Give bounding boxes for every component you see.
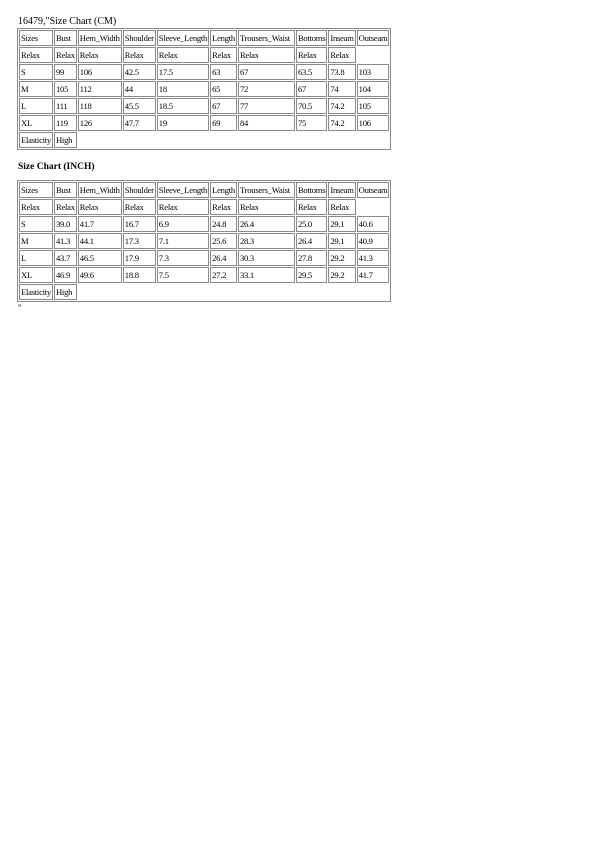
table-header-row: [19, 30, 389, 46]
table-header-cell: Inseam: [328, 182, 355, 198]
table-cell: 46.9: [54, 267, 77, 283]
table-cell: 24.8: [210, 216, 237, 232]
table-empty-cell: [357, 199, 390, 215]
table-header-cell: Sleeve_Length: [157, 182, 209, 198]
table-cell: 49.6: [78, 267, 122, 283]
table-row: [19, 81, 389, 97]
table-empty-cell: [157, 284, 209, 300]
table-cell: 26.4: [296, 233, 327, 249]
table-empty-cell: [78, 284, 122, 300]
table-cell: 7.1: [157, 233, 209, 249]
table-row: [19, 267, 389, 283]
table-row: [19, 132, 389, 148]
table-header-cell: Inseam: [328, 30, 355, 46]
table-cell: 72: [238, 81, 295, 97]
table-cell: 16.7: [123, 216, 156, 232]
table-cell: 65: [210, 81, 237, 97]
table-cell: 47.7: [123, 115, 156, 131]
table-header-cell: Shoulder: [123, 182, 156, 198]
table-cell: 70.5: [296, 98, 327, 114]
table-header-cell: Outseam: [357, 30, 390, 46]
table-cell: 6.9: [157, 216, 209, 232]
table-cell: 104: [357, 81, 390, 97]
table-cell: Relax: [123, 47, 156, 63]
inch-section-heading: Size Chart (INCH): [18, 162, 95, 172]
table-row: [19, 98, 389, 114]
table-cell: 29.5: [296, 267, 327, 283]
document-title: 16479,"Size Chart (CM): [18, 16, 117, 27]
table-cell: Relax: [238, 47, 295, 63]
table-cell: 27.8: [296, 250, 327, 266]
table-header-cell: Sleeve_Length: [157, 30, 209, 46]
table-cell: 105: [54, 81, 77, 97]
table-cell: Relax: [296, 199, 327, 215]
table-cell: 19: [157, 115, 209, 131]
table-row: [19, 115, 389, 131]
table-cell: 119: [54, 115, 77, 131]
table-row: [19, 47, 389, 63]
table-row: [19, 284, 389, 300]
table-cell: 42.5: [123, 64, 156, 80]
table-cell: 18.5: [157, 98, 209, 114]
table-empty-cell: [328, 132, 355, 148]
table-cell: Relax: [123, 199, 156, 215]
table-cell: Relax: [238, 199, 295, 215]
table-empty-cell: [238, 284, 295, 300]
document-page: [18, 15, 588, 313]
table-cell: 74: [328, 81, 355, 97]
table-cell: 77: [238, 98, 295, 114]
table-row: [19, 64, 389, 80]
table-row: [19, 199, 389, 215]
table-cell: Relax: [54, 199, 77, 215]
table-cell: Relax: [328, 47, 355, 63]
table-cell: 30.3: [238, 250, 295, 266]
table-cell: 29.1: [328, 233, 355, 249]
table-cell: High: [54, 132, 77, 148]
table-header-cell: Sizes: [19, 30, 53, 46]
trailing-quote: ": [18, 303, 22, 313]
table-empty-cell: [157, 132, 209, 148]
table-cell: 111: [54, 98, 77, 114]
table-header-cell: Length: [210, 182, 237, 198]
table-cell: 41.7: [78, 216, 122, 232]
table-cell: 74.2: [328, 98, 355, 114]
table-cell: 73.8: [328, 64, 355, 80]
table-header-cell: Outseam: [357, 182, 390, 198]
table-cell: 84: [238, 115, 295, 131]
table-cell: 67: [296, 81, 327, 97]
table-cell: 7.5: [157, 267, 209, 283]
table-cell: 44: [123, 81, 156, 97]
table-cell: 27.2: [210, 267, 237, 283]
table-cell: Relax: [157, 199, 209, 215]
table-cell: Relax: [19, 47, 53, 63]
table-header-cell: Hem_Width: [78, 182, 122, 198]
table-empty-cell: [296, 284, 327, 300]
table-cell: 17.3: [123, 233, 156, 249]
table-cell: 29.1: [328, 216, 355, 232]
table-row: [19, 233, 389, 249]
table-cell: Elasticity: [19, 284, 53, 300]
table-cell: 40.9: [357, 233, 390, 249]
table-header-cell: Trousers_Waist: [238, 182, 295, 198]
size-chart-inch-table: [17, 180, 391, 302]
table-empty-cell: [210, 132, 237, 148]
table-cell: 18.8: [123, 267, 156, 283]
table-cell: L: [19, 250, 53, 266]
size-chart-cm-table: [17, 28, 391, 150]
table-cell: Relax: [54, 47, 77, 63]
table-header-cell: Trousers_Waist: [238, 30, 295, 46]
table-cell: S: [19, 64, 53, 80]
table-header-cell: Hem_Width: [78, 30, 122, 46]
table-empty-cell: [296, 132, 327, 148]
table-cell: 103: [357, 64, 390, 80]
table-header-cell: Shoulder: [123, 30, 156, 46]
table-cell: L: [19, 98, 53, 114]
table-header-cell: Sizes: [19, 182, 53, 198]
table-cell: 25.6: [210, 233, 237, 249]
table-cell: Relax: [78, 199, 122, 215]
table-cell: Elasticity: [19, 132, 53, 148]
table-row: [19, 216, 389, 232]
table-cell: Relax: [210, 199, 237, 215]
table-header-row: [19, 182, 389, 198]
table-cell: 40.6: [357, 216, 390, 232]
table-cell: 44.1: [78, 233, 122, 249]
table-header-cell: Bottoms: [296, 182, 327, 198]
table-cell: 7.3: [157, 250, 209, 266]
table-cell: 74.2: [328, 115, 355, 131]
table-empty-cell: [357, 284, 390, 300]
table-cell: 29.2: [328, 267, 355, 283]
table-cell: 75: [296, 115, 327, 131]
table-cell: M: [19, 81, 53, 97]
table-empty-cell: [238, 132, 295, 148]
table-cell: S: [19, 216, 53, 232]
table-header-cell: Bottoms: [296, 30, 327, 46]
table-cell: 43.7: [54, 250, 77, 266]
table-cell: Relax: [210, 47, 237, 63]
table-cell: 106: [78, 64, 122, 80]
table-cell: 63: [210, 64, 237, 80]
table-cell: 41.3: [54, 233, 77, 249]
table-cell: 29.2: [328, 250, 355, 266]
table-cell: 45.5: [123, 98, 156, 114]
table-cell: 118: [78, 98, 122, 114]
table-empty-cell: [357, 132, 390, 148]
table-cell: 18: [157, 81, 209, 97]
table-empty-cell: [123, 132, 156, 148]
table-cell: Relax: [78, 47, 122, 63]
table-cell: 33.1: [238, 267, 295, 283]
table-cell: XL: [19, 267, 53, 283]
table-cell: 39.0: [54, 216, 77, 232]
table-cell: 67: [210, 98, 237, 114]
table-cell: 99: [54, 64, 77, 80]
table-cell: 26.4: [238, 216, 295, 232]
table-cell: 26.4: [210, 250, 237, 266]
table-cell: XL: [19, 115, 53, 131]
table-header-cell: Bust: [54, 182, 77, 198]
table-cell: 25.0: [296, 216, 327, 232]
table-cell: Relax: [157, 47, 209, 63]
table-cell: 17.5: [157, 64, 209, 80]
table-cell: Relax: [296, 47, 327, 63]
table-row: [19, 250, 389, 266]
table-cell: 41.7: [357, 267, 390, 283]
table-cell: 69: [210, 115, 237, 131]
table-cell: 126: [78, 115, 122, 131]
table-cell: 106: [357, 115, 390, 131]
table-cell: 17.9: [123, 250, 156, 266]
table-empty-cell: [328, 284, 355, 300]
table-cell: 67: [238, 64, 295, 80]
table-cell: 46.5: [78, 250, 122, 266]
table-cell: High: [54, 284, 77, 300]
table-cell: Relax: [19, 199, 53, 215]
table-cell: 112: [78, 81, 122, 97]
table-header-cell: Bust: [54, 30, 77, 46]
table-empty-cell: [210, 284, 237, 300]
table-cell: Relax: [328, 199, 355, 215]
table-cell: 28.3: [238, 233, 295, 249]
table-cell: M: [19, 233, 53, 249]
table-empty-cell: [123, 284, 156, 300]
table-empty-cell: [357, 47, 390, 63]
table-header-cell: Length: [210, 30, 237, 46]
table-cell: 41.3: [357, 250, 390, 266]
table-cell: 63.5: [296, 64, 327, 80]
table-empty-cell: [78, 132, 122, 148]
table-cell: 105: [357, 98, 390, 114]
